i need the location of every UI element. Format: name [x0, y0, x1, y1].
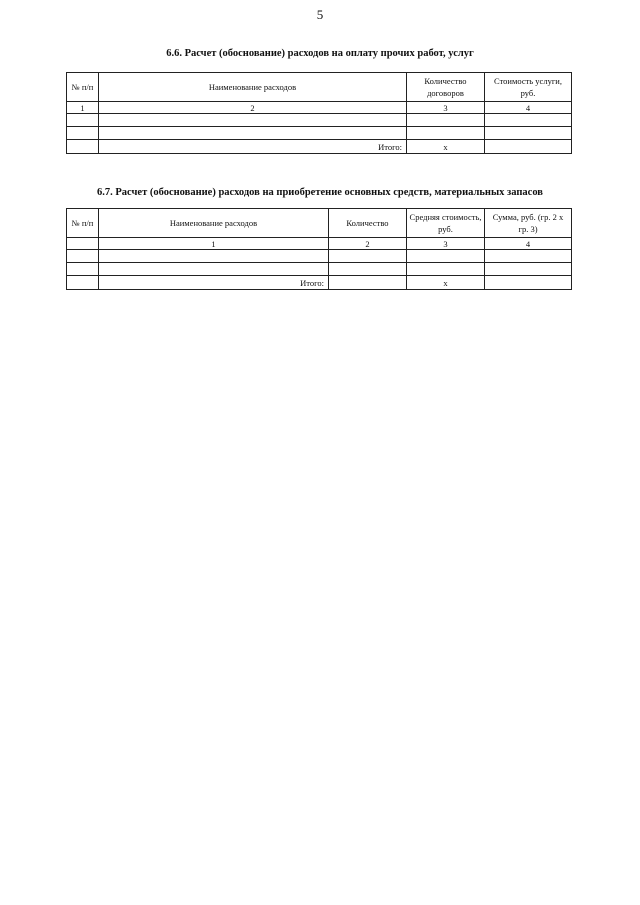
total-row — [67, 140, 572, 154]
column-number: 4 — [485, 238, 572, 250]
table-cell — [485, 127, 572, 140]
column-number: 2 — [99, 102, 407, 114]
table-cell — [67, 140, 99, 154]
table-cell — [67, 114, 99, 127]
page-number: 5 — [316, 7, 324, 22]
table-cell — [407, 127, 485, 140]
total-mark: х — [407, 140, 485, 154]
total-label: Итого: — [99, 276, 329, 290]
section-title-6-6: 6.6. Расчет (обоснование) расходов на оплату прочих работ, услуг — [166, 48, 474, 59]
table-cell — [99, 263, 329, 276]
header-contracts-count: Количество договоров — [407, 73, 485, 102]
table-row — [67, 127, 572, 140]
header-row-number: № п/п — [67, 73, 99, 102]
table-row — [67, 114, 572, 127]
total-label: Итого: — [99, 140, 407, 154]
section-title-6-7: 6.7. Расчет (обоснование) расходов на приобретение основных средств, материальных запасов — [97, 187, 543, 198]
column-number: 2 — [329, 238, 407, 250]
table-cell — [67, 127, 99, 140]
table-cell — [407, 263, 485, 276]
column-number-row — [67, 102, 572, 114]
table-header-row — [67, 73, 572, 102]
table-cell — [329, 276, 407, 290]
table-cell — [67, 263, 99, 276]
table-cell — [67, 276, 99, 290]
column-number: 3 — [407, 102, 485, 114]
table-header-row — [67, 209, 572, 238]
column-number: 1 — [67, 102, 99, 114]
column-number: 3 — [407, 238, 485, 250]
header-service-cost: Стоимость услуги, руб. — [485, 73, 572, 102]
table-cell — [407, 114, 485, 127]
column-number: 4 — [485, 102, 572, 114]
table-cell — [67, 238, 99, 250]
table-fixed-assets-materials — [66, 208, 572, 290]
table-row — [67, 263, 572, 276]
table-cell — [485, 263, 572, 276]
table-cell — [485, 140, 572, 154]
table-cell — [485, 250, 572, 263]
header-row-number: № п/п — [67, 209, 99, 238]
table-cell — [329, 263, 407, 276]
table-cell — [485, 276, 572, 290]
table-cell — [99, 127, 407, 140]
header-quantity: Количество — [329, 209, 407, 238]
header-expense-name: Наименование расходов — [99, 209, 329, 238]
table-cell — [407, 250, 485, 263]
header-sum: Сумма, руб. (гр. 2 х гр. 3) — [485, 209, 572, 238]
table-cell — [329, 250, 407, 263]
header-expense-name: Наименование расходов — [99, 73, 407, 102]
table-cell — [99, 114, 407, 127]
total-mark: х — [407, 276, 485, 290]
table-other-works-services — [66, 72, 572, 154]
total-row — [67, 276, 572, 290]
table-row — [67, 250, 572, 263]
table-cell — [485, 114, 572, 127]
table-cell — [99, 250, 329, 263]
header-average-cost: Средняя стоимость, руб. — [407, 209, 485, 238]
table-cell — [67, 250, 99, 263]
column-number-row — [67, 238, 572, 250]
column-number: 1 — [99, 238, 329, 250]
